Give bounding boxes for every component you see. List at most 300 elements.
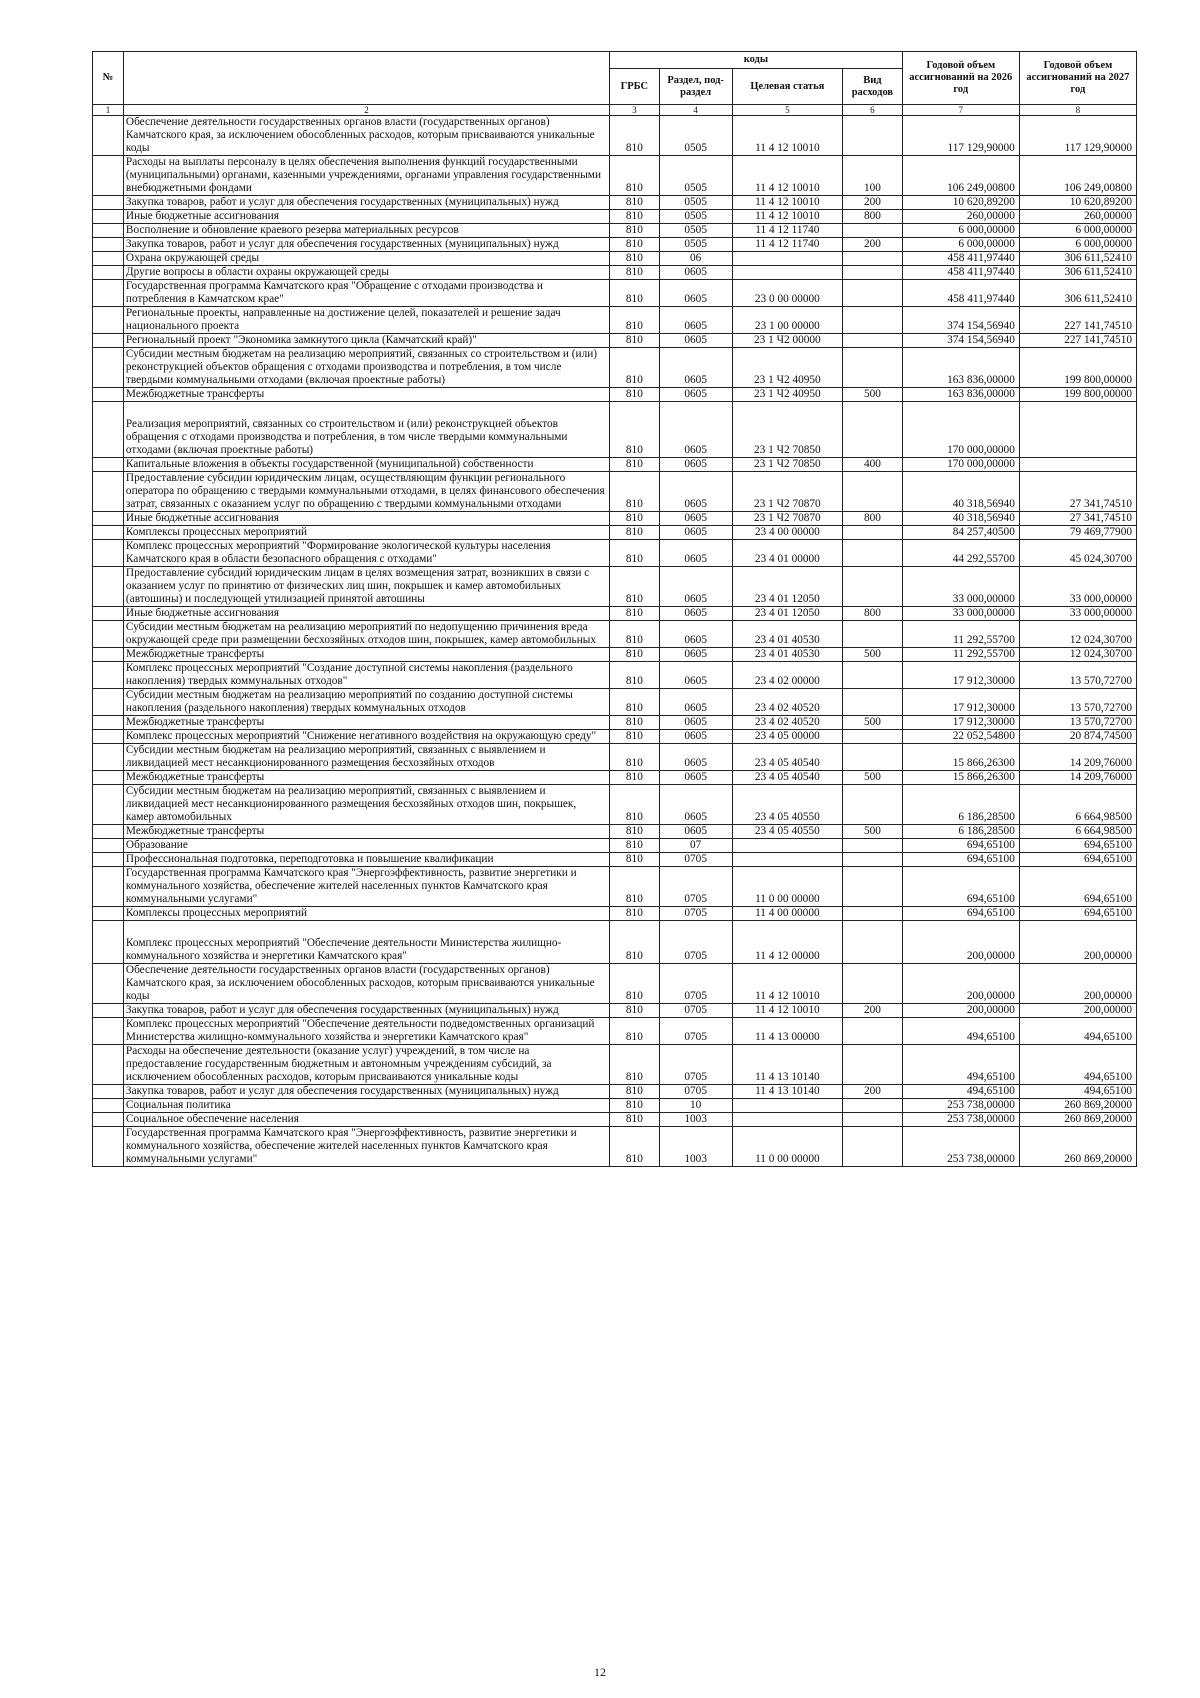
row-exp-type: [843, 334, 903, 348]
row-vol-2026: 163 836,00000: [902, 388, 1019, 402]
row-exp-type: 500: [843, 825, 903, 839]
table-row: [93, 156, 1137, 196]
row-target: 23 1 Ч2 70850: [732, 402, 842, 458]
row-name: Субсидии местным бюджетам на реализацию мероприятий по недопущению причинения вреда окружающей среде при размещении бесхозяйных отходов шин, покрышек, камер автомобильных: [123, 621, 609, 648]
row-section: 0605: [659, 388, 732, 402]
row-exp-type: [843, 280, 903, 307]
row-number-cell: [93, 730, 124, 744]
row-grbs: 810: [610, 210, 660, 224]
row-section: 0605: [659, 716, 732, 730]
row-target: 11 4 00 00000: [732, 907, 842, 921]
row-name: Комплекс процессных мероприятий "Обеспечение деятельности подведомственных организаций Министерства жилищно-коммунального хозяйства и энергетики Камчатского края": [123, 1018, 609, 1045]
row-target: 23 4 02 40520: [732, 716, 842, 730]
row-section: 1003: [659, 1113, 732, 1127]
row-target: [732, 1099, 842, 1113]
row-vol-2027: 6 664,98500: [1019, 785, 1136, 825]
table-row: [93, 540, 1137, 567]
row-exp-type: 200: [843, 1085, 903, 1099]
row-name: Обеспечение деятельности государственных органов власти (государственных органов) Камчатского края, за исключением обособленных расходов, которым присваиваются уникальные коды: [123, 116, 609, 156]
row-vol-2027: 694,65100: [1019, 853, 1136, 867]
table-row: [93, 567, 1137, 607]
row-name: Расходы на обеспечение деятельности (оказание услуг) учреждений, в том числе на предоставление государственным бюджетным и автономным учреждениям субсидий, за исключением обособленных расходов, которым присваиваются уникальные коды: [123, 1045, 609, 1085]
row-grbs: 810: [610, 853, 660, 867]
row-grbs: 810: [610, 512, 660, 526]
row-vol-2027: 27 341,74510: [1019, 472, 1136, 512]
row-number-cell: [93, 1127, 124, 1167]
row-vol-2026: 200,00000: [902, 964, 1019, 1004]
row-section: 0605: [659, 526, 732, 540]
row-exp-type: 400: [843, 458, 903, 472]
row-vol-2026: 163 836,00000: [902, 348, 1019, 388]
row-vol-2027: 494,65100: [1019, 1018, 1136, 1045]
row-vol-2027: 227 141,74510: [1019, 334, 1136, 348]
row-name: Государственная программа Камчатского края "Энергоэффективность, развитие энергетики и коммунального хозяйства, обеспечение жителей населенных пунктов Камчатского края коммунальными услугами": [123, 1127, 609, 1167]
row-vol-2026: 11 292,55700: [902, 648, 1019, 662]
row-vol-2026: 44 292,55700: [902, 540, 1019, 567]
table-row: [93, 730, 1137, 744]
row-target: 23 4 05 40550: [732, 785, 842, 825]
row-target: 23 1 Ч2 40950: [732, 388, 842, 402]
table-row: [93, 662, 1137, 689]
row-target: 11 0 00 00000: [732, 867, 842, 907]
row-exp-type: [843, 744, 903, 771]
row-name: Охрана окружающей среды: [123, 252, 609, 266]
row-section: 0705: [659, 1045, 732, 1085]
row-vol-2026: 458 411,97440: [902, 266, 1019, 280]
row-target: 23 1 Ч2 70850: [732, 458, 842, 472]
row-grbs: 810: [610, 867, 660, 907]
row-vol-2027: 306 611,52410: [1019, 280, 1136, 307]
row-section: 0605: [659, 567, 732, 607]
row-vol-2026: 15 866,26300: [902, 744, 1019, 771]
row-vol-2027: 199 800,00000: [1019, 348, 1136, 388]
row-vol-2027: 12 024,30700: [1019, 648, 1136, 662]
row-number-cell: [93, 567, 124, 607]
row-section: 07: [659, 839, 732, 853]
row-vol-2026: 11 292,55700: [902, 621, 1019, 648]
row-number-cell: [93, 689, 124, 716]
row-target: 23 1 Ч2 70870: [732, 512, 842, 526]
row-grbs: 810: [610, 1004, 660, 1018]
row-exp-type: 100: [843, 156, 903, 196]
row-vol-2027: 260 869,20000: [1019, 1113, 1136, 1127]
row-vol-2026: 17 912,30000: [902, 662, 1019, 689]
table-row: [93, 252, 1137, 266]
row-vol-2026: 253 738,00000: [902, 1127, 1019, 1167]
row-exp-type: [843, 307, 903, 334]
row-exp-type: 200: [843, 238, 903, 252]
row-number-cell: [93, 662, 124, 689]
row-section: 0505: [659, 156, 732, 196]
table-row: [93, 116, 1137, 156]
row-name: Иные бюджетные ассигнования: [123, 210, 609, 224]
row-target: 11 4 12 11740: [732, 224, 842, 238]
row-grbs: 810: [610, 156, 660, 196]
row-exp-type: [843, 730, 903, 744]
row-grbs: 810: [610, 334, 660, 348]
row-grbs: 810: [610, 567, 660, 607]
header-section: Раздел, под-раздел: [659, 69, 732, 105]
row-vol-2027: 200,00000: [1019, 1004, 1136, 1018]
row-number-cell: [93, 334, 124, 348]
row-number-cell: [93, 648, 124, 662]
row-section: 0705: [659, 1018, 732, 1045]
row-vol-2026: 6 186,28500: [902, 825, 1019, 839]
row-number-cell: [93, 388, 124, 402]
row-section: 0605: [659, 689, 732, 716]
row-name: Закупка товаров, работ и услуг для обеспечения государственных (муниципальных) нужд: [123, 1085, 609, 1099]
row-section: 0505: [659, 238, 732, 252]
row-target: 23 4 01 00000: [732, 540, 842, 567]
row-target: 23 4 01 12050: [732, 567, 842, 607]
row-target: 11 4 13 00000: [732, 1018, 842, 1045]
row-grbs: 810: [610, 266, 660, 280]
row-number-cell: [93, 238, 124, 252]
header-name: [123, 52, 609, 105]
row-vol-2026: 117 129,90000: [902, 116, 1019, 156]
row-number-cell: [93, 1018, 124, 1045]
row-number-cell: [93, 825, 124, 839]
row-vol-2027: 200,00000: [1019, 921, 1136, 964]
row-exp-type: 500: [843, 648, 903, 662]
row-vol-2027: 14 209,76000: [1019, 744, 1136, 771]
row-name: Региональный проект "Экономика замкнутого цикла (Камчатский край)": [123, 334, 609, 348]
row-vol-2026: 6 186,28500: [902, 785, 1019, 825]
row-target: 11 4 12 10010: [732, 964, 842, 1004]
row-grbs: 810: [610, 458, 660, 472]
row-number-cell: [93, 458, 124, 472]
row-vol-2026: 694,65100: [902, 853, 1019, 867]
row-target: 11 4 12 00000: [732, 921, 842, 964]
table-row: [93, 964, 1137, 1004]
row-exp-type: [843, 921, 903, 964]
table-row: [93, 867, 1137, 907]
row-vol-2026: 200,00000: [902, 921, 1019, 964]
row-exp-type: [843, 348, 903, 388]
row-grbs: 810: [610, 744, 660, 771]
row-section: 0605: [659, 512, 732, 526]
row-number-cell: [93, 1113, 124, 1127]
table-row: [93, 921, 1137, 964]
header-target: Целевая статья: [732, 69, 842, 105]
row-exp-type: 800: [843, 607, 903, 621]
row-exp-type: [843, 526, 903, 540]
row-target: 23 4 05 40540: [732, 771, 842, 785]
column-numbers-row: [93, 105, 1137, 116]
row-number-cell: [93, 853, 124, 867]
row-grbs: 810: [610, 1127, 660, 1167]
row-number-cell: [93, 526, 124, 540]
row-section: 0505: [659, 196, 732, 210]
row-grbs: 810: [610, 662, 660, 689]
row-number-cell: [93, 116, 124, 156]
row-name: Расходы на выплаты персоналу в целях обеспечения выполнения функций государственными (муниципальными) органами, казенными учреждениями, органами управления государственными внебюджетными фондами: [123, 156, 609, 196]
row-name: Социальная политика: [123, 1099, 609, 1113]
row-number-cell: [93, 839, 124, 853]
table-row: [93, 839, 1137, 853]
row-vol-2027: 6 000,00000: [1019, 238, 1136, 252]
row-target: 23 0 00 00000: [732, 280, 842, 307]
row-exp-type: [843, 116, 903, 156]
row-vol-2027: 494,65100: [1019, 1085, 1136, 1099]
row-grbs: 810: [610, 964, 660, 1004]
table-row: [93, 853, 1137, 867]
row-name: Субсидии местным бюджетам на реализацию мероприятий, связанных со строительством и (или) реконструкцией объектов обращения с отходами производства и потребления, в том числе твердыми коммунальными отходами (включая проектные работы): [123, 348, 609, 388]
row-number-cell: [93, 1045, 124, 1085]
row-target: 23 4 05 40540: [732, 744, 842, 771]
column-number: 6: [843, 105, 903, 116]
table-row: [93, 1113, 1137, 1127]
table-row: [93, 196, 1137, 210]
row-vol-2027: 306 611,52410: [1019, 266, 1136, 280]
row-exp-type: [843, 907, 903, 921]
row-target: 23 1 Ч2 40950: [732, 348, 842, 388]
row-vol-2026: 40 318,56940: [902, 512, 1019, 526]
row-exp-type: 800: [843, 210, 903, 224]
row-exp-type: 500: [843, 388, 903, 402]
row-vol-2026: 10 620,89200: [902, 196, 1019, 210]
header-codes: коды: [610, 52, 903, 69]
row-section: 0505: [659, 116, 732, 156]
row-number-cell: [93, 224, 124, 238]
row-vol-2027: 694,65100: [1019, 867, 1136, 907]
row-section: 0605: [659, 334, 732, 348]
column-number: 4: [659, 105, 732, 116]
row-target: 23 4 01 12050: [732, 607, 842, 621]
row-grbs: 810: [610, 689, 660, 716]
header-exp-type: Вид расходов: [843, 69, 903, 105]
row-name: Иные бюджетные ассигнования: [123, 512, 609, 526]
row-name: Комплекс процессных мероприятий "Создание доступной системы накопления (раздельного накопления) твердых коммунальных отходов": [123, 662, 609, 689]
header-vol-2027: Годовой объем ассигнований на 2027 год: [1019, 52, 1136, 105]
table-row: [93, 238, 1137, 252]
row-number-cell: [93, 921, 124, 964]
row-number-cell: [93, 907, 124, 921]
table-row: [93, 907, 1137, 921]
row-vol-2027: 12 024,30700: [1019, 621, 1136, 648]
table-row: [93, 825, 1137, 839]
table-row: [93, 472, 1137, 512]
table-row: [93, 1099, 1137, 1113]
row-target: [732, 853, 842, 867]
row-grbs: 810: [610, 402, 660, 458]
row-name: Межбюджетные трансферты: [123, 388, 609, 402]
row-number-cell: [93, 867, 124, 907]
row-name: Закупка товаров, работ и услуг для обеспечения государственных (муниципальных) нужд: [123, 238, 609, 252]
row-section: 0605: [659, 458, 732, 472]
row-vol-2027: 14 209,76000: [1019, 771, 1136, 785]
row-vol-2026: 6 000,00000: [902, 224, 1019, 238]
row-exp-type: [843, 567, 903, 607]
row-exp-type: [843, 540, 903, 567]
row-target: 23 4 05 40550: [732, 825, 842, 839]
row-vol-2027: 694,65100: [1019, 907, 1136, 921]
row-vol-2026: 253 738,00000: [902, 1099, 1019, 1113]
row-name: Закупка товаров, работ и услуг для обеспечения государственных (муниципальных) нужд: [123, 1004, 609, 1018]
row-section: 0605: [659, 472, 732, 512]
row-section: 0705: [659, 1004, 732, 1018]
row-number-cell: [93, 540, 124, 567]
row-exp-type: [843, 472, 903, 512]
row-exp-type: [843, 1113, 903, 1127]
row-vol-2026: 170 000,00000: [902, 402, 1019, 458]
row-number-cell: [93, 964, 124, 1004]
row-name: Профессиональная подготовка, переподготовка и повышение квалификации: [123, 853, 609, 867]
row-vol-2027: 200,00000: [1019, 964, 1136, 1004]
row-section: 1003: [659, 1127, 732, 1167]
row-grbs: 810: [610, 1045, 660, 1085]
row-grbs: 810: [610, 348, 660, 388]
row-target: 23 4 01 40530: [732, 648, 842, 662]
row-grbs: 810: [610, 907, 660, 921]
row-number-cell: [93, 307, 124, 334]
row-grbs: 810: [610, 839, 660, 853]
row-name: Восполнение и обновление краевого резерва материальных ресурсов: [123, 224, 609, 238]
row-number-cell: [93, 472, 124, 512]
row-name: Государственная программа Камчатского края "Энергоэффективность, развитие энергетики и коммунального хозяйства, обеспечение жителей населенных пунктов Камчатского края коммунальными услугами": [123, 867, 609, 907]
row-number-cell: [93, 1004, 124, 1018]
table-row: [93, 458, 1137, 472]
budget-table: [92, 51, 1137, 1167]
table-row: [93, 716, 1137, 730]
row-exp-type: [843, 266, 903, 280]
row-vol-2027: 227 141,74510: [1019, 307, 1136, 334]
column-number: 2: [123, 105, 609, 116]
row-grbs: 810: [610, 1099, 660, 1113]
table-row: [93, 1018, 1137, 1045]
row-exp-type: 500: [843, 771, 903, 785]
table-row: [93, 402, 1137, 458]
row-grbs: 810: [610, 785, 660, 825]
row-section: 0505: [659, 210, 732, 224]
row-name: Межбюджетные трансферты: [123, 716, 609, 730]
row-section: 0605: [659, 730, 732, 744]
row-vol-2026: 694,65100: [902, 867, 1019, 907]
row-name: Комплексы процессных мероприятий: [123, 526, 609, 540]
row-vol-2026: 494,65100: [902, 1045, 1019, 1085]
row-vol-2026: 6 000,00000: [902, 238, 1019, 252]
row-exp-type: [843, 1099, 903, 1113]
table-row: [93, 621, 1137, 648]
row-vol-2026: 374 154,56940: [902, 334, 1019, 348]
table-row: [93, 512, 1137, 526]
table-row: [93, 1127, 1137, 1167]
row-vol-2026: 33 000,00000: [902, 567, 1019, 607]
table-row: [93, 334, 1137, 348]
row-vol-2026: 84 257,40500: [902, 526, 1019, 540]
column-number: 7: [902, 105, 1019, 116]
row-exp-type: [843, 1018, 903, 1045]
row-vol-2027: 20 874,74500: [1019, 730, 1136, 744]
row-section: 0605: [659, 266, 732, 280]
row-section: 10: [659, 1099, 732, 1113]
page-number: 12: [594, 1665, 606, 1679]
table-row: [93, 1045, 1137, 1085]
row-vol-2027: 494,65100: [1019, 1045, 1136, 1085]
row-name: Комплекс процессных мероприятий "Обеспечение деятельности Министерства жилищно-коммунального хозяйства и энергетики Камчатского края": [123, 921, 609, 964]
row-target: 11 4 12 10010: [732, 1004, 842, 1018]
row-grbs: 810: [610, 825, 660, 839]
row-vol-2026: 22 052,54800: [902, 730, 1019, 744]
row-vol-2026: 17 912,30000: [902, 689, 1019, 716]
row-exp-type: [843, 1045, 903, 1085]
row-section: 0605: [659, 648, 732, 662]
row-name: Социальное обеспечение населения: [123, 1113, 609, 1127]
column-number: 3: [610, 105, 660, 116]
row-section: 0705: [659, 921, 732, 964]
table-row: [93, 526, 1137, 540]
row-grbs: 810: [610, 730, 660, 744]
row-name: Межбюджетные трансферты: [123, 825, 609, 839]
table-row: [93, 307, 1137, 334]
row-target: [732, 266, 842, 280]
row-grbs: 810: [610, 540, 660, 567]
row-number-cell: [93, 512, 124, 526]
row-number-cell: [93, 196, 124, 210]
row-grbs: 810: [610, 648, 660, 662]
row-name: Закупка товаров, работ и услуг для обеспечения государственных (муниципальных) нужд: [123, 196, 609, 210]
row-vol-2027: 694,65100: [1019, 839, 1136, 853]
row-target: 11 4 13 10140: [732, 1045, 842, 1085]
row-vol-2027: 6 664,98500: [1019, 825, 1136, 839]
row-vol-2026: 694,65100: [902, 839, 1019, 853]
row-vol-2027: [1019, 458, 1136, 472]
row-name: Комплекс процессных мероприятий "Формирование экологической культуры населения Камчатского края в области безопасного обращения с отходами": [123, 540, 609, 567]
row-grbs: 810: [610, 238, 660, 252]
row-name: Предоставление субсидии юридическим лицам, осуществляющим функции регионального оператора по обращению с твердыми коммунальными отходами, в целях финансового обеспечения затрат, связанных с оказанием услуг по обращению с твердыми коммунальными отходами: [123, 472, 609, 512]
row-vol-2027: 260 869,20000: [1019, 1127, 1136, 1167]
row-number-cell: [93, 266, 124, 280]
row-vol-2027: 45 024,30700: [1019, 540, 1136, 567]
row-section: 0605: [659, 402, 732, 458]
row-vol-2026: 200,00000: [902, 1004, 1019, 1018]
row-target: 23 4 05 00000: [732, 730, 842, 744]
row-number-cell: [93, 156, 124, 196]
row-exp-type: [843, 785, 903, 825]
row-section: 0705: [659, 907, 732, 921]
row-target: 11 4 12 10010: [732, 210, 842, 224]
row-target: 23 4 02 00000: [732, 662, 842, 689]
row-number-cell: [93, 621, 124, 648]
row-exp-type: 500: [843, 716, 903, 730]
row-grbs: 810: [610, 472, 660, 512]
row-name: Иные бюджетные ассигнования: [123, 607, 609, 621]
row-vol-2026: 374 154,56940: [902, 307, 1019, 334]
row-exp-type: 800: [843, 512, 903, 526]
row-target: 23 4 00 00000: [732, 526, 842, 540]
row-vol-2027: 33 000,00000: [1019, 607, 1136, 621]
row-target: 11 0 00 00000: [732, 1127, 842, 1167]
row-vol-2026: 494,65100: [902, 1085, 1019, 1099]
row-section: 0605: [659, 621, 732, 648]
row-grbs: 810: [610, 716, 660, 730]
row-exp-type: [843, 662, 903, 689]
row-name: Региональные проекты, направленные на достижение целей, показателей и решение задач национального проекта: [123, 307, 609, 334]
row-exp-type: [843, 867, 903, 907]
header-vol-2026: Годовой объем ассигнований на 2026 год: [902, 52, 1019, 105]
table-row: [93, 607, 1137, 621]
row-vol-2027: 106 249,00800: [1019, 156, 1136, 196]
row-name: Межбюджетные трансферты: [123, 648, 609, 662]
row-exp-type: [843, 621, 903, 648]
row-exp-type: [843, 964, 903, 1004]
row-target: [732, 1113, 842, 1127]
row-section: 0605: [659, 771, 732, 785]
row-target: 11 4 12 10010: [732, 156, 842, 196]
row-name: Государственная программа Камчатского края "Обращение с отходами производства и потребления в Камчатском крае": [123, 280, 609, 307]
row-number-cell: [93, 402, 124, 458]
table-body: [93, 116, 1137, 1167]
